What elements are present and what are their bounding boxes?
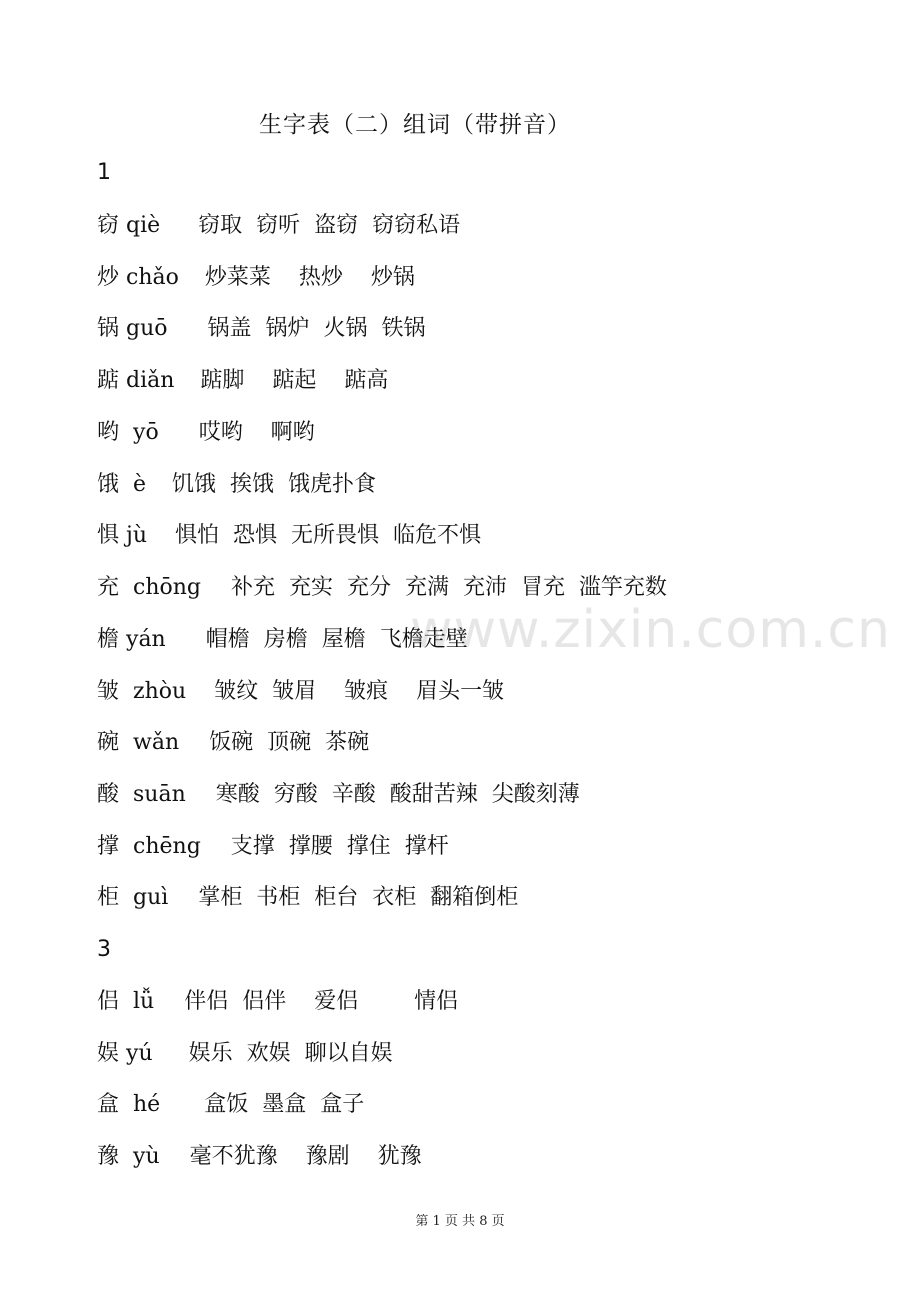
vocab-entry <box>97 677 504 707</box>
entry-pinyin: chǎo <box>126 265 179 290</box>
entry-pinyin: suān <box>133 782 186 807</box>
entry-char: 侣 <box>97 989 120 1014</box>
entry-char: 盒 <box>97 1092 120 1117</box>
entry-words: 锅盖 锅炉 火锅 铁锅 <box>207 316 426 341</box>
entry-pinyin: qiè <box>126 213 161 238</box>
entry-words: 支撑 撑腰 撑住 撑杆 <box>230 834 449 859</box>
entry-char: 充 <box>97 575 120 600</box>
entry-words: 补充 充实 充分 充满 充沛 冒充 滥竽充数 <box>231 575 667 600</box>
entry-char: 炒 <box>97 265 120 290</box>
entry-pinyin: lǚ <box>133 989 155 1014</box>
entry-pinyin: wǎn <box>133 730 180 755</box>
entry-words: 踮脚 踮起 踮高 <box>200 368 389 393</box>
entry-pinyin: guō <box>126 316 168 341</box>
vocab-entry <box>97 521 481 551</box>
vocab-entry <box>97 418 315 448</box>
entry-words: 哎哟 啊哟 <box>198 420 315 445</box>
entry-char: 碗 <box>97 730 120 755</box>
vocab-entry <box>97 1090 364 1120</box>
vocab-entry <box>97 1142 422 1172</box>
entry-pinyin: hé <box>133 1092 161 1117</box>
entry-char: 撑 <box>97 834 120 859</box>
entry-words: 帽檐 房檐 屋檐 飞檐走壁 <box>205 627 468 652</box>
entry-words: 寒酸 穷酸 辛酸 酸甜苦辣 尖酸刻薄 <box>215 782 580 807</box>
vocab-entry <box>97 987 458 1017</box>
entry-char: 柜 <box>97 885 120 910</box>
entry-char: 饿 <box>97 472 120 497</box>
page-title: 生字表（二）组词（带拼音） <box>259 112 571 138</box>
vocab-entry <box>97 314 425 344</box>
entry-char: 踮 <box>97 368 120 393</box>
entry-char: 窃 <box>97 213 120 238</box>
entry-words: 惧怕 恐惧 无所畏惧 临危不惧 <box>175 523 481 548</box>
entry-char: 皱 <box>97 679 120 704</box>
entry-pinyin: jù <box>126 523 148 548</box>
entry-char: 酸 <box>97 782 120 807</box>
entry-words: 炒菜菜 热炒 炒锅 <box>204 265 415 290</box>
entry-words: 掌柜 书柜 柜台 衣柜 翻箱倒柜 <box>198 885 519 910</box>
vocab-entry <box>97 780 580 810</box>
entry-char: 哟 <box>97 420 120 445</box>
entry-pinyin: chēng <box>133 834 201 859</box>
entry-words: 皱纹 皱眉 皱痕 眉头一皱 <box>214 679 505 704</box>
entry-words: 饭碗 顶碗 茶碗 <box>209 730 370 755</box>
vocab-entry <box>97 625 468 655</box>
page-footer: 第 1 页 共 8 页 <box>415 1214 505 1229</box>
entry-pinyin: yù <box>133 1144 160 1169</box>
entry-char: 娱 <box>97 1041 120 1066</box>
entry-words: 盒饭 墨盒 盒子 <box>204 1092 365 1117</box>
entry-pinyin: yō <box>133 420 159 445</box>
entry-pinyin: yú <box>126 1041 153 1066</box>
entry-char: 惧 <box>97 523 120 548</box>
vocab-entry <box>97 832 449 862</box>
entry-words: 娱乐 欢娱 聊以自娱 <box>188 1041 393 1066</box>
vocab-entry <box>97 366 388 396</box>
watermark: www.zixin.com.cn <box>410 600 891 660</box>
entry-pinyin: yán <box>126 627 166 652</box>
entry-pinyin: chōng <box>133 575 202 600</box>
vocab-entry <box>97 470 376 500</box>
vocab-entry <box>97 211 460 241</box>
entry-pinyin: diǎn <box>126 368 175 393</box>
section-number: 1 <box>97 160 111 185</box>
vocab-entry <box>97 728 369 758</box>
vocab-entry <box>97 883 518 913</box>
entry-char: 锅 <box>97 316 120 341</box>
vocab-entry <box>97 573 667 603</box>
entry-char: 檐 <box>97 627 120 652</box>
entry-char: 豫 <box>97 1144 120 1169</box>
entry-words: 窃取 窃听 盗窃 窃窃私语 <box>198 213 461 238</box>
entry-words: 毫不犹豫 豫剧 犹豫 <box>189 1144 422 1169</box>
entry-pinyin: zhòu <box>133 679 187 704</box>
vocab-entry <box>97 263 415 293</box>
entry-pinyin: guì <box>133 885 169 910</box>
entry-words: 饥饿 挨饿 饿虎扑食 <box>172 472 377 497</box>
vocab-entry <box>97 1039 393 1069</box>
entry-pinyin: è <box>133 472 147 497</box>
entry-words: 伴侣 侣伴 爱侣 情侣 <box>184 989 459 1014</box>
section-number: 3 <box>97 937 111 962</box>
